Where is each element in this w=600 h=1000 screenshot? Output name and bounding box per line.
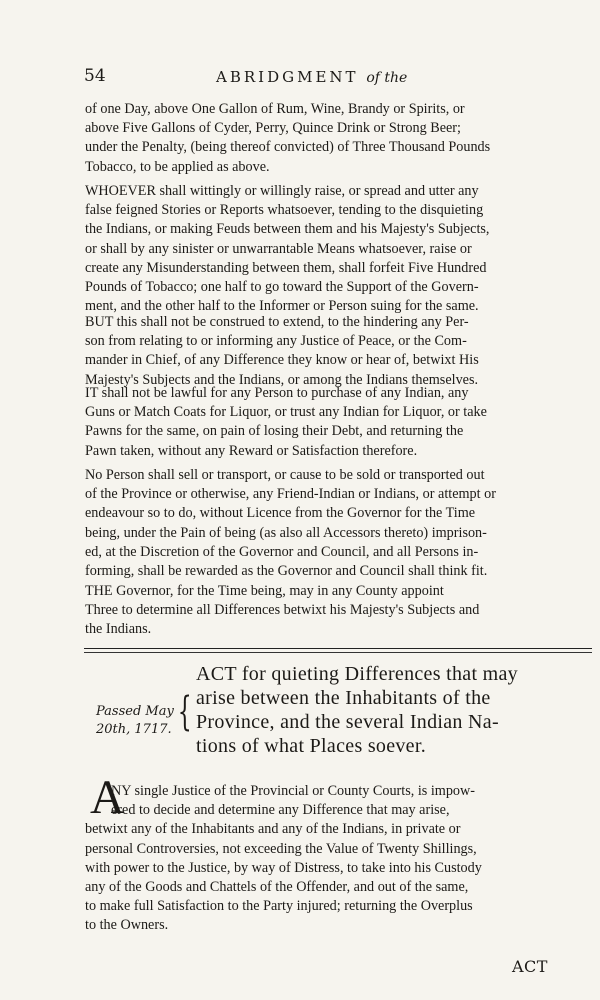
brace-icon: { [177,689,192,735]
passed-date: Passed May 20th, 1717. [96,704,174,737]
paragraph-governor: THE Governor, for the Time being, may in any County appoint Three to determine all Differences betwixt his Majesty's Subjects and the Indians. [85,583,480,638]
paragraph-false-reports: WHOEVER shall wittingly or willingly raise, or spread and utter any false feigned Stories or Reports whatsoever, tending to the disquieting the Indians, or making Feuds between them and his Majesty's Subjects, or shall by any sinister or unwarrantable Means whatsoever, raise or create any Misunderstanding between them, shall forfeit Five Hundred Pounds of Tobacco; one half to go toward the Support of the Govern- ment, and the other half to the Informer or Person suing for the same. [85,183,490,315]
running-header [84,66,584,88]
page-number: 54 [84,66,106,86]
section-rule [84,648,592,649]
running-title: ABRIDGMENT of the [216,68,408,86]
paragraph-justice: NY single Justice of the Provincial or County Courts, is impow- ered to decide and determine any Difference that may arise, betwixt any of the Inhabitants and any of the Indians, in private or personal Controversies, not exceeding the Value of Twenty Shillings, with power to the Justice, by way of Distress, to take into his Custody any of the Goods and Chattels of the Offender, and out of the same, to make full Satisfaction to the Party injured; returning the Overplus to the Owners. [85,783,482,934]
paragraph-liquor-limit: of one Day, above One Gallon of Rum, Wine, Brandy or Spirits, or above Five Gallons of Cyder, Perry, Quince Drink or Strong Beer; under the Penalty, (being thereof convicted) of Three Thousand Pounds Tobacco, to be applied as above. [85,101,491,175]
catchword: ACT [512,957,548,976]
drop-cap: A [90,771,125,824]
section-rule-thin [84,652,592,653]
paragraph-exception: BUT this shall not be construed to extend, to the hindering any Per- son from relating to or informing any Justice of Peace, or the Com- mander in Chief, of any Difference they know or hear of, betwixt His Majesty's Subjects and the Indians, or among the Indians themselves. [85,314,479,388]
act-title: ACT for quieting Differences that may arise between the Inhabitants of the Province, and the several Indian Na- tions of what Places soever. [196,663,518,757]
paragraph-transport: No Person shall sell or transport, or cause to be sold or transported out of the Province or otherwise, any Friend-Indian or Indians, or attempt or endeavour so to do, without Licence from the Governor for the Time being, under the Pain of being (as also all Accessors thereto) imprison- ed, at the Discretion of the Governor and Council, and all Persons in- forming, shall be rewarded as the Governor and Council shall think fit. [85,467,496,580]
paragraph-purchase: IT shall not be lawful for any Person to purchase of any Indian, any Guns or Match Coats for Liquor, or trust any Indian for Liquor, or take Pawns for the same, on pain of losing their Debt, and returning the Pawn taken, without any Reward or Satisfaction therefore. [85,385,487,459]
